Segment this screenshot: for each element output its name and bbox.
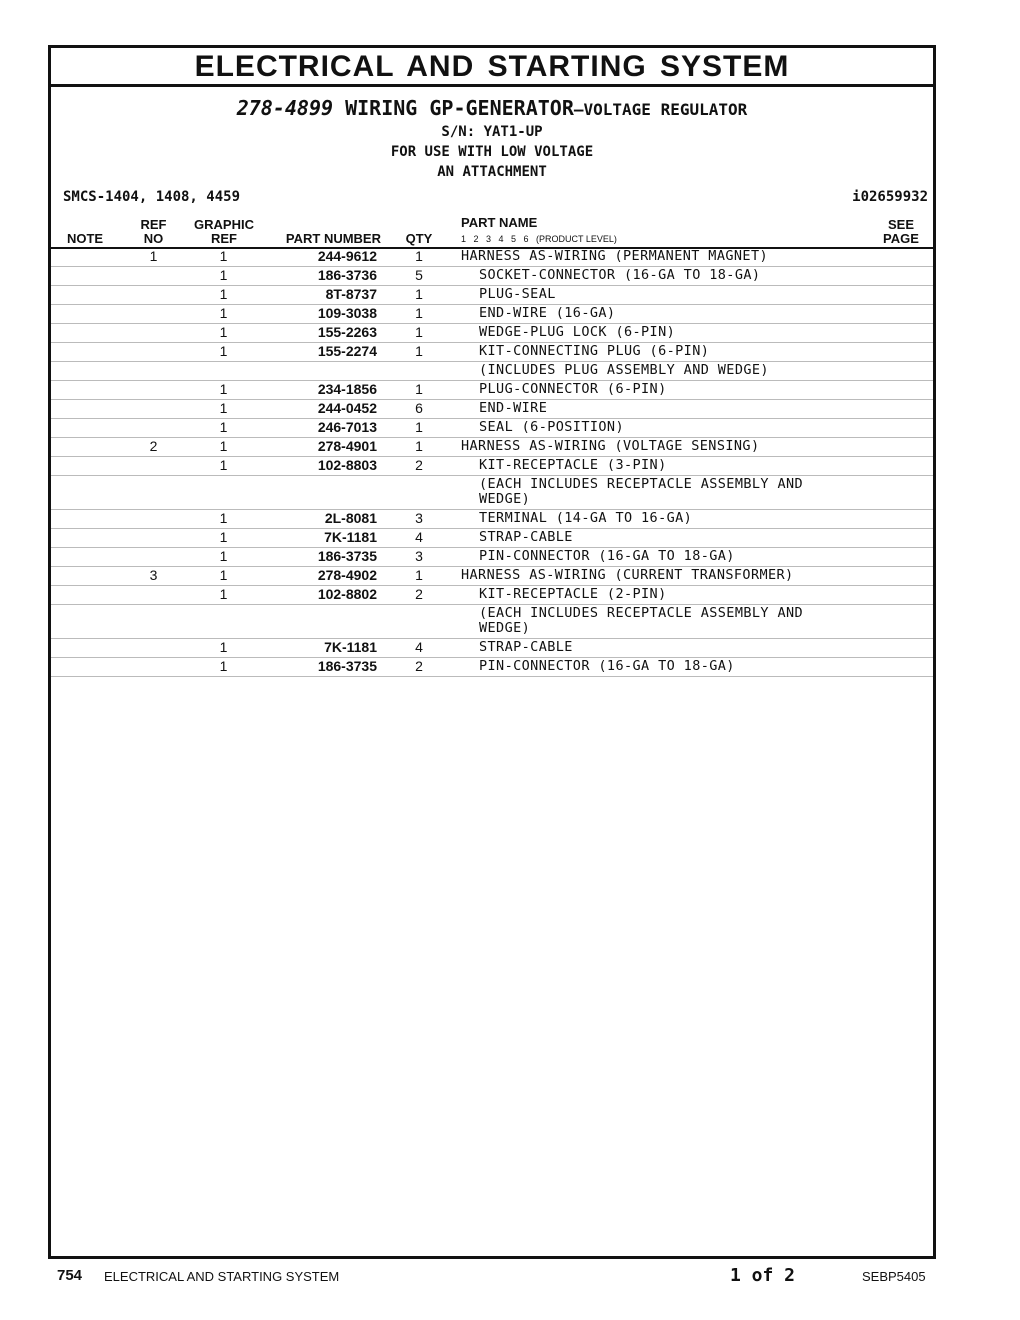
smcs-codes: SMCS-1404, 1408, 4459	[63, 189, 241, 205]
quantity: 1	[415, 286, 423, 302]
graphic-ref: 1	[219, 419, 228, 435]
header-graphic-ref: GRAPHIC REF	[194, 217, 254, 246]
part-number: 109-3038	[317, 305, 377, 321]
table-row	[51, 438, 933, 457]
quantity: 1	[415, 419, 423, 435]
table-row	[51, 324, 933, 343]
ref-number: 2	[149, 438, 158, 454]
part-name: (EACH INCLUDES RECEPTACLE ASSEMBLY AND WEDGE)	[479, 605, 804, 636]
part-number: 155-2274	[317, 343, 377, 359]
part-name: (INCLUDES PLUG ASSEMBLY AND WEDGE)	[479, 362, 769, 378]
graphic-ref: 1	[219, 586, 228, 602]
header-see-page: SEE PAGE	[883, 217, 919, 246]
ref-number: 3	[149, 567, 158, 583]
table-row	[51, 510, 933, 529]
quantity: 1	[415, 324, 423, 340]
part-name: (EACH INCLUDES RECEPTACLE ASSEMBLY AND WEDGE)	[479, 476, 804, 507]
part-number: 244-9612	[317, 248, 377, 264]
quantity: 1	[415, 305, 423, 321]
illustration-id: i02659932	[852, 189, 928, 205]
use-note-2: AN ATTACHMENT	[437, 164, 547, 180]
graphic-ref: 1	[219, 381, 228, 397]
part-name: PLUG-CONNECTOR (6-PIN)	[479, 381, 667, 397]
part-number: 7K-1181	[324, 529, 377, 545]
table-row	[51, 586, 933, 605]
header-note: NOTE	[66, 231, 104, 246]
quantity: 4	[415, 529, 423, 545]
group-part-number: 278-4899	[236, 96, 334, 120]
quantity: 1	[415, 248, 423, 264]
table-row	[51, 476, 933, 510]
footer-page-of: 1 of 2	[730, 1265, 796, 1286]
graphic-ref: 1	[219, 248, 228, 264]
quantity: 1	[415, 343, 423, 359]
graphic-ref: 1	[219, 305, 228, 321]
graphic-ref: 1	[219, 658, 228, 674]
part-number: 278-4902	[317, 567, 377, 583]
graphic-ref: 1	[219, 343, 228, 359]
table-row	[51, 381, 933, 400]
table-row	[51, 548, 933, 567]
graphic-ref: 1	[219, 548, 228, 564]
part-number: 186-3736	[317, 267, 377, 283]
table-row	[51, 305, 933, 324]
ref-number: 1	[149, 248, 158, 264]
quantity: 2	[415, 658, 423, 674]
part-name: HARNESS AS-WIRING (PERMANENT MAGNET)	[461, 248, 768, 264]
quantity: 3	[415, 548, 423, 564]
table-row	[51, 639, 933, 658]
part-number: 234-1856	[317, 381, 377, 397]
graphic-ref: 1	[219, 567, 228, 583]
graphic-ref: 1	[219, 267, 228, 283]
table-row	[51, 400, 933, 419]
group-name: WIRING GP-GENERATOR	[345, 96, 574, 120]
part-number: 8T-8737	[325, 286, 377, 302]
part-name: END-WIRE	[479, 400, 548, 416]
graphic-ref: 1	[219, 400, 228, 416]
table-row	[51, 658, 933, 677]
table-row	[51, 248, 933, 267]
quantity: 6	[415, 400, 423, 416]
group-suffix: —VOLTAGE REGULATOR	[573, 100, 748, 119]
quantity: 5	[415, 267, 423, 283]
header-product-level: 1 2 3 4 5 6 (PRODUCT LEVEL)	[461, 234, 617, 244]
part-name: PLUG-SEAL	[479, 286, 556, 302]
graphic-ref: 1	[219, 510, 228, 526]
table-row	[51, 286, 933, 305]
part-number: 7K-1181	[324, 639, 377, 655]
quantity: 2	[415, 586, 423, 602]
part-name: STRAP-CABLE	[479, 529, 573, 545]
header-part-name: PART NAME	[461, 215, 538, 230]
part-number: 102-8803	[317, 457, 377, 473]
graphic-ref: 1	[219, 639, 228, 655]
part-name: STRAP-CABLE	[479, 639, 573, 655]
part-name: KIT-RECEPTACLE (3-PIN)	[479, 457, 667, 473]
footer-page-number: 754	[57, 1267, 83, 1284]
part-name: WEDGE-PLUG LOCK (6-PIN)	[479, 324, 676, 340]
table-row	[51, 529, 933, 548]
footer-section: ELECTRICAL AND STARTING SYSTEM	[104, 1269, 340, 1284]
footer-doc-id: SEBP5405	[862, 1269, 926, 1284]
part-name: HARNESS AS-WIRING (CURRENT TRANSFORMER)	[461, 567, 794, 583]
use-note-1: FOR USE WITH LOW VOLTAGE	[390, 144, 594, 160]
section-title: ELECTRICAL AND STARTING SYSTEM	[51, 48, 933, 87]
parts-list	[51, 248, 933, 677]
table-row	[51, 567, 933, 586]
table-row	[51, 362, 933, 381]
quantity: 2	[415, 457, 423, 473]
part-number: 186-3735	[317, 658, 377, 674]
table-row	[51, 267, 933, 286]
part-number: 244-0452	[317, 400, 377, 416]
graphic-ref: 1	[219, 438, 228, 454]
graphic-ref: 1	[219, 457, 228, 473]
part-name: KIT-CONNECTING PLUG (6-PIN)	[479, 343, 710, 359]
group-title	[51, 96, 933, 120]
graphic-ref: 1	[219, 529, 228, 545]
quantity: 1	[415, 567, 423, 583]
part-name: HARNESS AS-WIRING (VOLTAGE SENSING)	[461, 438, 760, 454]
header-qty: QTY	[405, 231, 433, 246]
table-row	[51, 419, 933, 438]
page-frame	[48, 45, 936, 1259]
part-number: 246-7013	[317, 419, 377, 435]
part-number: 102-8802	[317, 586, 377, 602]
quantity: 1	[415, 438, 423, 454]
part-name: TERMINAL (14-GA TO 16-GA)	[479, 510, 693, 526]
part-number: 2L-8081	[324, 510, 377, 526]
part-name: END-WIRE (16-GA)	[479, 305, 616, 321]
graphic-ref: 1	[219, 286, 228, 302]
quantity: 3	[415, 510, 423, 526]
part-name: SOCKET-CONNECTOR (16-GA TO 18-GA)	[479, 267, 761, 283]
part-number: 155-2263	[317, 324, 377, 340]
table-row	[51, 457, 933, 476]
serial-range: S/N: YAT1-UP	[441, 124, 543, 140]
table-row	[51, 343, 933, 362]
quantity: 1	[415, 381, 423, 397]
part-name: PIN-CONNECTOR (16-GA TO 18-GA)	[479, 548, 735, 564]
part-name: SEAL (6-POSITION)	[479, 419, 624, 435]
table-row	[51, 605, 933, 639]
quantity: 4	[415, 639, 423, 655]
part-name: PIN-CONNECTOR (16-GA TO 18-GA)	[479, 658, 735, 674]
part-number: 186-3735	[317, 548, 377, 564]
part-number: 278-4901	[317, 438, 377, 454]
graphic-ref: 1	[219, 324, 228, 340]
part-name: KIT-RECEPTACLE (2-PIN)	[479, 586, 667, 602]
header-ref: REF NO	[140, 217, 167, 246]
header-part-number: PART NUMBER	[285, 231, 381, 246]
